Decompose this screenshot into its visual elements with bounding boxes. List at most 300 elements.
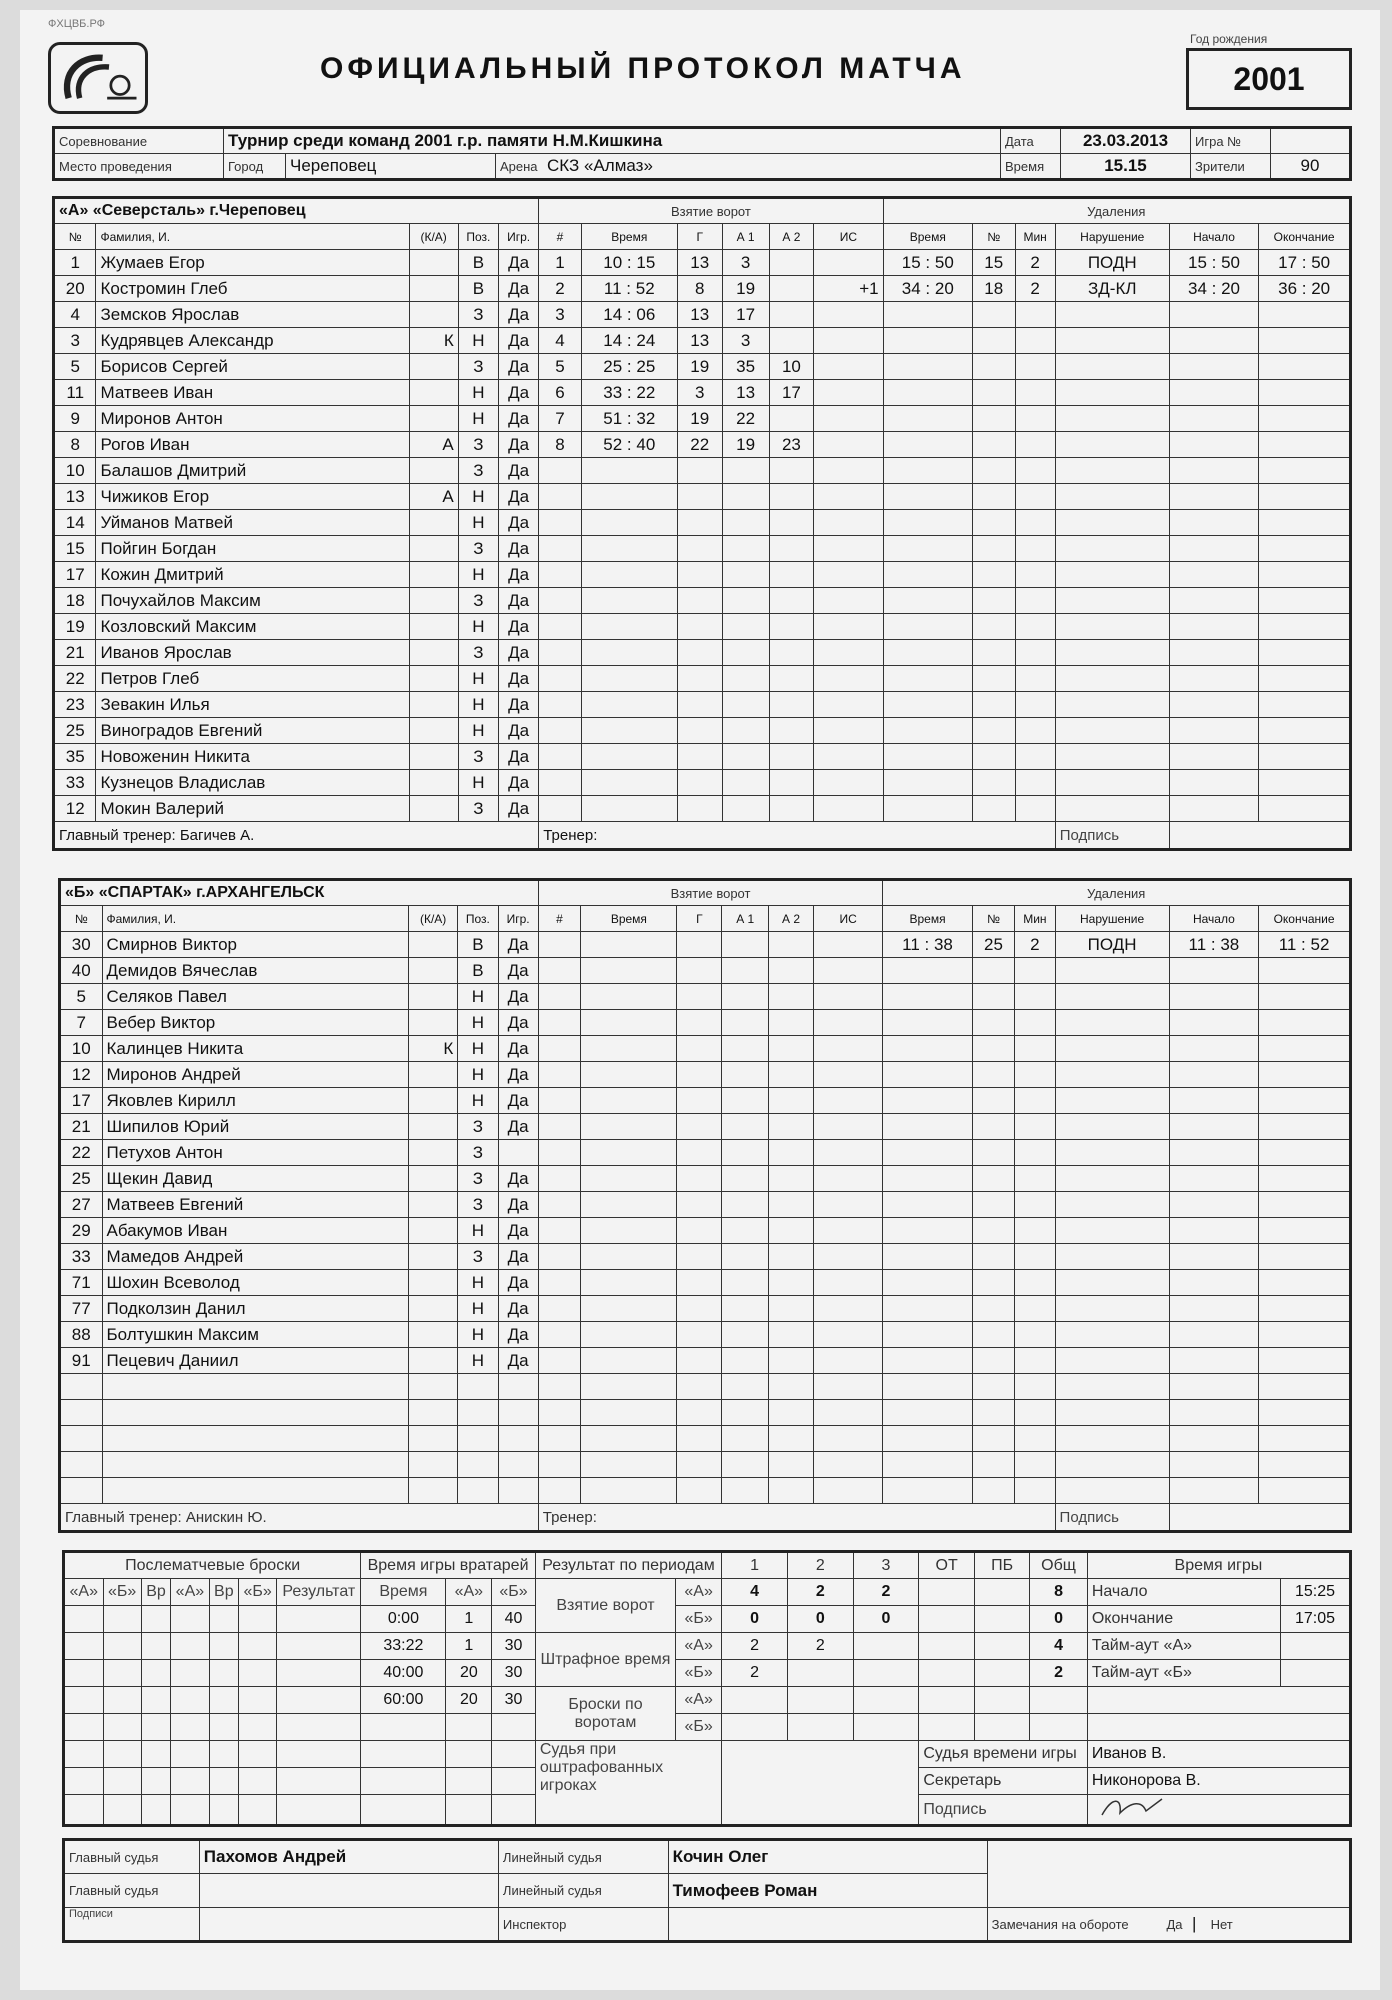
penalty-violation [1055,744,1169,770]
gk-cell [446,1714,492,1741]
player-name: Болтушкин Максим [102,1322,409,1348]
penalty-player-no [972,1192,1015,1218]
team-a-signature-field[interactable] [1169,822,1350,850]
player-played: Да [498,1192,538,1218]
player-name: Кожин Дмитрий [96,562,409,588]
player-role [409,796,458,822]
player-name: Чижиков Егор [96,484,409,510]
penalty-player-no [972,984,1015,1010]
goal-number: 5 [539,354,581,380]
table-row [54,744,1351,770]
shootout-cell [141,1714,170,1741]
player-number: 3 [54,328,96,354]
goal-time: 14 : 24 [581,328,677,354]
col-goal-num: # [539,224,581,250]
penalty-minutes: 2 [1015,276,1055,302]
penalty-minutes [1015,562,1055,588]
shootout-col-a2: «А» [171,1579,209,1606]
shootout-cell [141,1795,170,1826]
player-role [409,562,458,588]
goal-assist1 [722,1478,769,1504]
table-row [60,1296,1351,1322]
penalty-minutes [1015,1140,1055,1166]
period-pb-header: ПБ [974,1552,1029,1579]
player-position [458,1452,498,1478]
player-role [409,1270,458,1296]
goal-time [581,1478,677,1504]
team-a-goals-title: Взятие ворот [539,198,883,224]
goal-time [581,1374,677,1400]
player-role [409,276,458,302]
goal-number [538,1478,581,1504]
shootout-cell [103,1768,141,1795]
gk-row-1-time: 0:00 [361,1606,446,1633]
player-role [409,614,458,640]
player-number: 11 [54,380,96,406]
player-role [409,1322,458,1348]
goal-assist2 [769,640,814,666]
date-label: Дата [1001,128,1061,154]
player-name: Петухов Антон [102,1140,409,1166]
player-name: Миронов Андрей [102,1062,409,1088]
penalty-time [883,588,972,614]
penalty-player-no [972,1374,1015,1400]
penalty-time [883,796,972,822]
penalty-start [1169,536,1258,562]
penalty-violation [1055,588,1169,614]
penalty-minutes [1015,1348,1055,1374]
player-played: Да [498,1114,538,1140]
goal-assist1 [722,984,769,1010]
goal-is [814,250,883,276]
penalty-box-judge-label: Судья при оштрафованных игроках [535,1741,721,1826]
gk-row-4-min: 60 [383,1691,402,1708]
goal-time: 25 : 25 [581,354,677,380]
penalty-player-no [972,1088,1015,1114]
goal-assist2 [769,1088,814,1114]
goal-time [581,718,677,744]
table-row [60,1166,1351,1192]
player-name: Калинцев Никита [102,1036,409,1062]
gk-col-b: «Б» [492,1579,536,1606]
col-pos: Поз. [458,906,498,932]
player-position: В [458,250,498,276]
penalty-violation [1055,510,1169,536]
shootout-cell [277,1687,361,1714]
penalty-time [883,692,972,718]
shootout-cell [209,1687,238,1714]
player-played [498,1478,538,1504]
goal-is [813,1426,882,1452]
player-played: Да [498,1088,538,1114]
table-row [54,510,1351,536]
player-name: Виноградов Евгений [96,718,409,744]
goal-scorer [677,484,722,510]
player-played: Да [498,932,538,958]
inspector-field[interactable] [668,1908,987,1942]
penalty-violation [1055,1088,1169,1114]
player-name: Матвеев Евгений [102,1192,409,1218]
player-position: Н [458,666,498,692]
goal-scorer [677,458,722,484]
goal-number: 1 [539,250,581,276]
penalty-violation [1055,1348,1169,1374]
goal-number [539,458,581,484]
gk-row-1-a: 1 [446,1606,492,1633]
penalty-start [1169,1036,1258,1062]
goal-number [538,1426,581,1452]
player-played: Да [498,250,538,276]
player-position: З [458,1166,498,1192]
player-name: Пецевич Даниил [102,1348,409,1374]
penalty-violation: ЗД-КЛ [1055,276,1169,302]
goals-a-label: «А» [676,1579,722,1606]
city-label: Город [224,154,286,180]
goal-time [581,510,677,536]
shootout-cell [141,1660,170,1687]
shootout-cell [64,1741,104,1768]
goal-assist2 [769,276,814,302]
goal-time [581,1322,677,1348]
timeout-a-value[interactable] [1280,1633,1350,1660]
goal-is [813,1400,882,1426]
player-role [409,458,458,484]
goal-scorer [677,640,722,666]
player-played: Да [498,562,538,588]
goal-assist1 [722,588,769,614]
goal-assist1 [722,1166,769,1192]
goal-is [814,640,883,666]
player-role [409,1348,458,1374]
col-violation: Нарушение [1055,224,1169,250]
penalty-violation [1055,640,1169,666]
goal-time: 33 : 22 [581,380,677,406]
penalty-start [1169,744,1258,770]
player-role [409,1244,458,1270]
player-played: Да [498,1348,538,1374]
penalty-player-no [972,1296,1015,1322]
penalty-time [883,1244,972,1270]
penalty-end [1259,1114,1351,1140]
player-role: А [409,484,458,510]
goal-is [813,1010,882,1036]
penalty-end [1259,984,1351,1010]
penalty-start [1169,354,1258,380]
time-label: Время [1001,154,1061,180]
penalty-minutes [1015,692,1055,718]
gk-cell [361,1714,446,1741]
shootout-cell [209,1768,238,1795]
goal-assist1 [722,536,769,562]
shots-b-ot [919,1714,974,1741]
player-name: Иванов Ярослав [96,640,409,666]
shots-b-pb [974,1714,1029,1741]
player-role [409,1192,458,1218]
col-assist1: А 1 [722,906,769,932]
penalty-player-no [973,432,1015,458]
player-position: Н [458,1218,498,1244]
goal-scorer [677,1400,722,1426]
col-pos: Поз. [458,224,498,250]
goal-assist2 [769,984,814,1010]
team-b-table [58,878,1352,1533]
goal-scorer [677,1036,722,1062]
shootout-cell [277,1606,361,1633]
player-number: 22 [60,1140,103,1166]
goal-assist1 [722,1062,769,1088]
gk-row-3-sec: 00 [405,1664,424,1681]
player-position: Н [458,1088,498,1114]
goal-assist1 [722,796,769,822]
col-pen-min: Мин [1015,224,1055,250]
penalty-end [1259,1062,1351,1088]
goal-assist1: 3 [722,328,769,354]
goal-assist2 [769,1192,814,1218]
goal-is [813,1192,882,1218]
penalty-minutes [1015,1270,1055,1296]
penalty-time [883,1400,972,1426]
penalty-violation [1055,328,1169,354]
shootout-cell [239,1795,277,1826]
shootout-cell [277,1633,361,1660]
team-b-signature-field[interactable] [1169,1504,1350,1532]
penalty-minutes [1015,1322,1055,1348]
penalty-end [1259,328,1351,354]
goal-number [539,796,581,822]
penalty-minutes [1015,1296,1055,1322]
gk-row-2-a: 1 [446,1633,492,1660]
penalty-start [1169,1322,1258,1348]
table-row [60,1218,1351,1244]
remarks-no[interactable]: Нет [1210,1917,1233,1932]
penalty-violation [1055,1270,1169,1296]
goal-time [581,562,677,588]
gk-row-3-min: 40 [383,1664,402,1681]
penalty-box-judge-field[interactable] [722,1741,919,1826]
game-end-value: 17:05 [1280,1606,1350,1633]
goal-scorer: 3 [677,380,722,406]
col-violation: Нарушение [1055,906,1169,932]
penalty-time [883,614,972,640]
goal-number [539,718,581,744]
player-position: Н [458,1036,498,1062]
gk-row-4-b: 30 [492,1687,536,1714]
penalty-end: 36 : 20 [1259,276,1351,302]
period-total-header: Общ [1030,1552,1088,1579]
penalty-violation [1055,536,1169,562]
officials-table [62,1838,1352,1943]
player-name: Миронов Антон [96,406,409,432]
penalty-time [883,562,972,588]
penalty-player-no [973,588,1015,614]
player-name: Петров Глеб [96,666,409,692]
goal-is [814,692,883,718]
goal-is [813,1296,882,1322]
timeout-b-value[interactable] [1280,1660,1350,1687]
pim-b-label: «Б» [676,1660,722,1687]
table-row [60,1062,1351,1088]
penalty-time [883,302,972,328]
player-role [409,588,458,614]
penalty-start [1169,1166,1258,1192]
goal-assist1 [722,1010,769,1036]
player-position: Н [458,1296,498,1322]
player-number: 25 [54,718,96,744]
penalty-end [1259,588,1351,614]
penalty-violation [1055,692,1169,718]
table-row [54,432,1351,458]
goal-time [581,1296,677,1322]
penalty-violation [1055,1062,1169,1088]
team-b-goals-title: Взятие ворот [538,880,883,906]
shootout-cell [277,1660,361,1687]
penalty-violation [1055,1036,1169,1062]
penalty-start [1169,406,1258,432]
penalty-start [1169,958,1258,984]
penalty-start [1169,458,1258,484]
goal-assist2 [769,958,814,984]
goals-a-p3: 2 [853,1579,919,1606]
birth-year: 2001 [1186,48,1352,110]
penalty-violation [1055,1400,1169,1426]
penalty-violation [1055,958,1169,984]
penalty-player-no [973,354,1015,380]
player-name: Костромин Глеб [96,276,409,302]
shootout-cell [171,1768,209,1795]
goal-is [814,536,883,562]
player-number: 10 [60,1036,103,1062]
shootout-cell [239,1687,277,1714]
goal-assist2 [769,1114,814,1140]
penalty-player-no [972,1322,1015,1348]
goal-time [581,744,677,770]
penalty-player-no [972,1400,1015,1426]
player-position: Н [458,718,498,744]
game-no-label: Игра № [1191,128,1271,154]
penalty-end [1259,458,1351,484]
penalty-end [1259,744,1351,770]
penalty-minutes [1015,1400,1055,1426]
penalty-minutes [1015,1218,1055,1244]
shots-b-p3 [853,1714,919,1741]
table-row [54,458,1351,484]
goal-assist2: 10 [769,354,814,380]
goal-number [539,640,581,666]
goal-is [814,510,883,536]
player-played: Да [498,302,538,328]
goal-number: 7 [539,406,581,432]
goal-scorer [677,1478,722,1504]
goal-scorer: 13 [677,328,722,354]
player-position: В [458,958,498,984]
goal-number [539,614,581,640]
player-number: 19 [54,614,96,640]
goal-time [581,484,677,510]
penalty-time [883,1374,972,1400]
player-role [409,1452,458,1478]
player-number: 4 [54,302,96,328]
signatures-field[interactable] [199,1908,498,1942]
gk-row-1-min: 0 [387,1610,397,1627]
table-row [54,666,1351,692]
goal-assist1 [722,1374,769,1400]
penalty-start [1169,302,1258,328]
player-played [498,1452,538,1478]
goal-is [813,1114,882,1140]
penalty-violation [1055,458,1169,484]
player-position: З [458,1140,498,1166]
penalty-start [1169,1400,1258,1426]
penalty-time [883,1010,972,1036]
penalty-player-no [973,536,1015,562]
pim-b-pb [974,1660,1029,1687]
gk-row-2-time: 33:22 [361,1633,446,1660]
goal-assist2 [769,1452,814,1478]
penalty-minutes [1015,1192,1055,1218]
goal-assist2 [769,1400,814,1426]
penalty-time [883,432,972,458]
player-name: Кузнецов Владислав [96,770,409,796]
table-row [54,796,1351,822]
goal-number [538,1062,581,1088]
penalty-minutes [1015,588,1055,614]
player-played: Да [498,276,538,302]
shootout-cell [171,1741,209,1768]
goal-assist1: 3 [722,250,769,276]
shootout-col-b2: «Б» [239,1579,277,1606]
player-name: Яковлев Кирилл [102,1088,409,1114]
goal-number [538,1140,581,1166]
shootout-cell [141,1633,170,1660]
goal-scorer [677,1140,722,1166]
player-position: З [458,354,498,380]
goal-assist2 [769,744,814,770]
table-row [60,1400,1351,1426]
spectators-value: 90 [1271,154,1351,180]
player-number: 27 [60,1192,103,1218]
penalty-minutes [1015,666,1055,692]
player-role: К [409,328,458,354]
penalty-time [883,1062,972,1088]
goal-number [538,1088,581,1114]
table-row [60,932,1351,958]
goal-time [581,1036,677,1062]
penalty-time [883,744,972,770]
goal-assist2 [769,1140,814,1166]
goal-is [813,1036,882,1062]
gk-cell [361,1768,446,1795]
col-pen-no: № [972,906,1015,932]
player-played: Да [498,484,538,510]
penalty-start [1169,1140,1258,1166]
gk-cell [492,1768,536,1795]
player-position: Н [458,1270,498,1296]
goal-time [581,1010,677,1036]
remarks-yes[interactable]: Да [1166,1917,1183,1932]
player-number: 30 [60,932,103,958]
player-name: Шохин Всеволод [102,1270,409,1296]
penalty-player-no [973,692,1015,718]
goal-assist1: 35 [722,354,769,380]
penalty-player-no [972,1452,1015,1478]
goal-number [538,1374,581,1400]
table-row [54,718,1351,744]
penalty-time [883,1452,972,1478]
goal-assist2 [769,406,814,432]
table-row [60,958,1351,984]
penalty-end [1259,614,1351,640]
player-role: К [409,1036,458,1062]
